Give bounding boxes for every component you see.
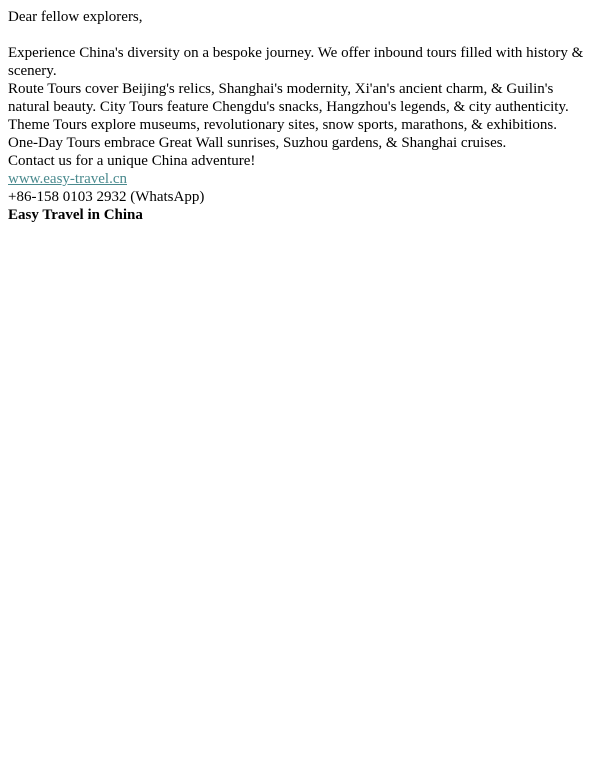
greeting: Dear fellow explorers, — [8, 9, 143, 25]
signature: Easy Travel in China — [8, 207, 143, 223]
blank-line — [8, 26, 592, 44]
website-link[interactable]: www.easy-travel.cn — [8, 171, 127, 187]
paragraph-intro: Experience China's diversity on a bespoke journey. We offer inbound tours filled with history & scenery. — [8, 45, 584, 79]
email-body — [0, 0, 600, 224]
phone-number: +86-158 0103 2932 (WhatsApp) — [8, 189, 205, 205]
paragraph-theme-tours: Theme Tours explore museums, revolutionary sites, snow sports, marathons, & exhibitions. — [8, 117, 558, 133]
paragraph-one-day-tours: One-Day Tours embrace Great Wall sunrises, Suzhou gardens, & Shanghai cruises. — [8, 135, 507, 151]
paragraph-route-tours: Route Tours cover Beijing's relics, Shanghai's modernity, Xi'an's ancient charm, & Guilin's natural beauty. City Tours feature Chengdu's snacks, Hangzhou's legends, & city authenticity. — [8, 81, 569, 115]
paragraph-contact: Contact us for a unique China adventure! — [8, 153, 256, 169]
